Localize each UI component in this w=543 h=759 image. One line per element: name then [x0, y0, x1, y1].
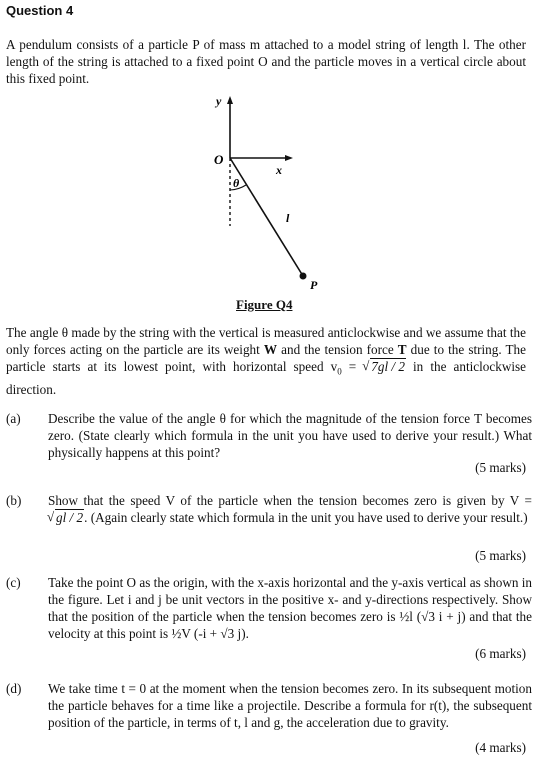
angle-text-1: The angle θ made by the string with the vertical is measured anticlockwise and we assume that the only forces acting on the particle are its weight: [6, 325, 526, 357]
part-d: [6, 680, 532, 756]
figure-caption: Figure Q4: [236, 297, 293, 312]
part-b-text-1: Show that the speed V of the particle when the tension becomes zero is given by V =: [48, 493, 532, 508]
origin-label: O: [214, 152, 224, 167]
part-b-marks: (5 marks): [475, 548, 526, 563]
part-b-text-2: . (Again clearly state which formula in the unit you have used to derive your result.): [84, 510, 528, 525]
part-a-label: (a): [6, 411, 21, 426]
particle-label: P: [310, 278, 318, 292]
length-label: l: [286, 211, 290, 225]
tension-symbol: T: [397, 342, 407, 357]
part-c-label: (c): [6, 575, 21, 590]
part-d-marks: (4 marks): [475, 740, 526, 755]
part-c-text-1: Take the point O as the origin, with the x-axis horizontal and the y-axis vertical as shown in the figure. Let i and j be unit vectors in the positive x- and y-directions respectively. Show that the position of the particle when the tension becomes zero is: [48, 575, 532, 624]
speed-sqrt: [363, 358, 406, 375]
part-b-sqrt: [48, 509, 84, 526]
x-axis-arrow: [285, 155, 293, 161]
speed-expression: 7gl / 2: [371, 359, 405, 374]
v0-subscript: 0: [337, 366, 342, 377]
part-c-velocity-expression: ½V (-i + √3 j).: [171, 626, 249, 641]
part-c-position-expression: ½l (√3 i + j): [399, 609, 466, 624]
weight-symbol: W: [263, 342, 278, 357]
particle-p: [300, 273, 307, 280]
equals-sign: =: [341, 359, 364, 374]
part-a-marks: (5 marks): [475, 460, 526, 475]
question-title: Question 4: [6, 3, 74, 18]
string-line: [230, 158, 303, 276]
intro-paragraph: A pendulum consists of a particle P of mass m attached to a model string of length l. The other length of the string is attached to a fixed point O and the particle moves in a vertical circle about this fixed point.: [6, 37, 526, 86]
part-b-label: (b): [6, 493, 22, 508]
angle-paragraph: [6, 324, 526, 398]
part-d-label: (d): [6, 681, 22, 696]
part-b-text: [48, 492, 532, 526]
pendulum-figure: [150, 94, 410, 314]
part-a-text: Describe the value of the angle θ for which the magnitude of the tension force T becomes zero. (State clearly which formula in the unit you have used to derive your result.) What physically happens at this point?: [48, 411, 532, 460]
y-axis-label: y: [216, 94, 222, 108]
part-c-marks: (6 marks): [475, 646, 526, 661]
angle-text-2: and the tension force: [277, 342, 398, 357]
angle-text-3: due to the string. The particle starts at its lowest point, with horizontal speed v: [6, 342, 526, 374]
pendulum-diagram: [150, 94, 410, 314]
part-b: [6, 492, 532, 564]
x-axis-label: x: [276, 163, 282, 177]
part-a: [6, 410, 532, 475]
angle-label: θ: [233, 176, 240, 190]
part-c: [6, 574, 532, 662]
angle-text-4: in the anticlockwise direction.: [6, 359, 527, 397]
y-axis-arrow: [227, 96, 233, 104]
part-b-expression: gl / 2: [56, 510, 84, 525]
part-c-text-2: and that the velocity at this point is: [48, 609, 532, 641]
part-c-text: [48, 574, 532, 642]
part-d-text: We take time t = 0 at the moment when the tension becomes zero. In its subsequent motion the particle behaves for a time like a projectile. Describe a formula for r(t), the subsequent position of the particle, in terms of t, l and g, the acceleration due to gravity.: [48, 681, 532, 730]
